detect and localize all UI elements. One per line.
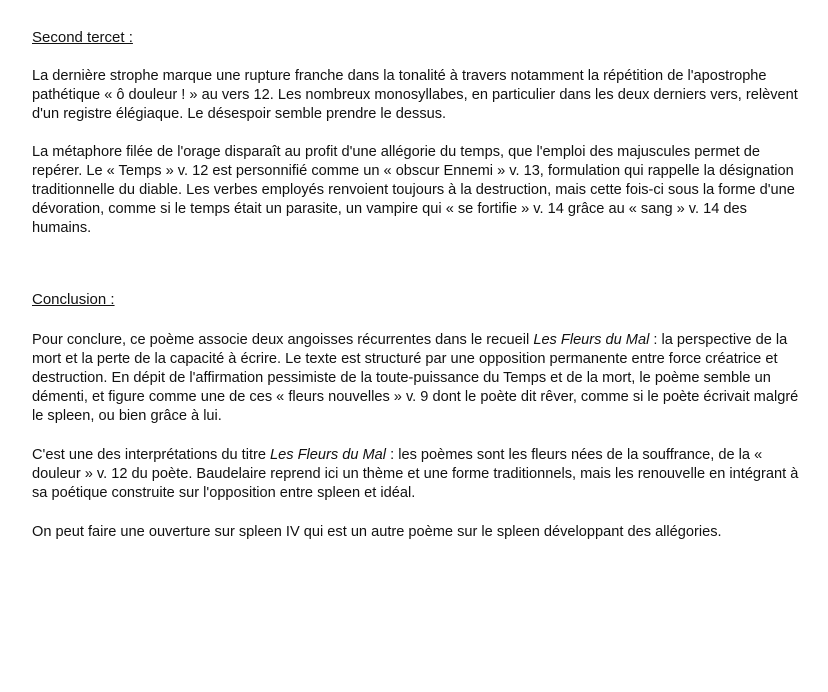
text-run: C'est une des interprétations du titre xyxy=(32,447,271,463)
paragraph-title-interpretation xyxy=(32,446,802,503)
book-title: Les Fleurs du Mal xyxy=(533,332,650,348)
section-heading-second-tercet: Second tercet : xyxy=(32,29,133,46)
paragraph-conclusion xyxy=(32,331,802,426)
paragraph-allegory: La métaphore filée de l'orage disparaît au profit d'une allégorie du temps, que l'emploi des majuscules permet de repérer. Le « Temps » v. 12 est personnifié comme un « obscur Ennemi » v. 13, formulation qui rappelle la désignation traditionnelle du diable. Les verbes employés renvoient toujours à la destruction, mais cette fois-ci sous la forme d'une dévoration, comme si le temps était un parasite, un vampire qui « se fortifie » v. 14 grâce au « sang » v. 14 des humains. xyxy=(32,144,795,236)
book-title: Les Fleurs du Mal xyxy=(270,447,387,463)
text-run: Pour conclure, ce poème associe deux angoisses récurrentes dans le recueil xyxy=(32,332,534,348)
document-page xyxy=(32,28,802,542)
paragraph-tonality: La dernière strophe marque une rupture franche dans la tonalité à travers notamment la répétition de l'apostrophe pathétique « ô douleur ! » au vers 12. Les nombreux monosyllabes, en particulier dans les deux derniers vers, relèvent d'un registre élégiaque. Le désespoir semble prendre le dessus. xyxy=(32,68,798,122)
section-heading-conclusion: Conclusion : xyxy=(32,291,115,308)
text-run: : la perspective de la mort et la perte de la capacité à écrire. Le texte est structuré par une opposition permanente entre force créatrice et destruction. En dépit de l'affirmation pessimiste de la toute-puissance du Temps et de la mort, le poème semble un démenti, et figure comme une de ces « fleurs nouvelles » v. 9 dont le poète dit rêver, comme si le poète écrivait malgré le spleen, ou bien grâce à lui. xyxy=(32,332,799,424)
paragraph-opening: On peut faire une ouverture sur spleen IV qui est un autre poème sur le spleen développant des allégories. xyxy=(32,524,722,540)
text-run: : les poèmes sont les fleurs nées de la souffrance, de la « douleur » v. 12 du poète. Baudelaire reprend ici un thème et une forme traditionnels, mais les renouvelle en intégrant à sa poétique construite sur l'opposition entre spleen et idéal. xyxy=(32,447,799,501)
